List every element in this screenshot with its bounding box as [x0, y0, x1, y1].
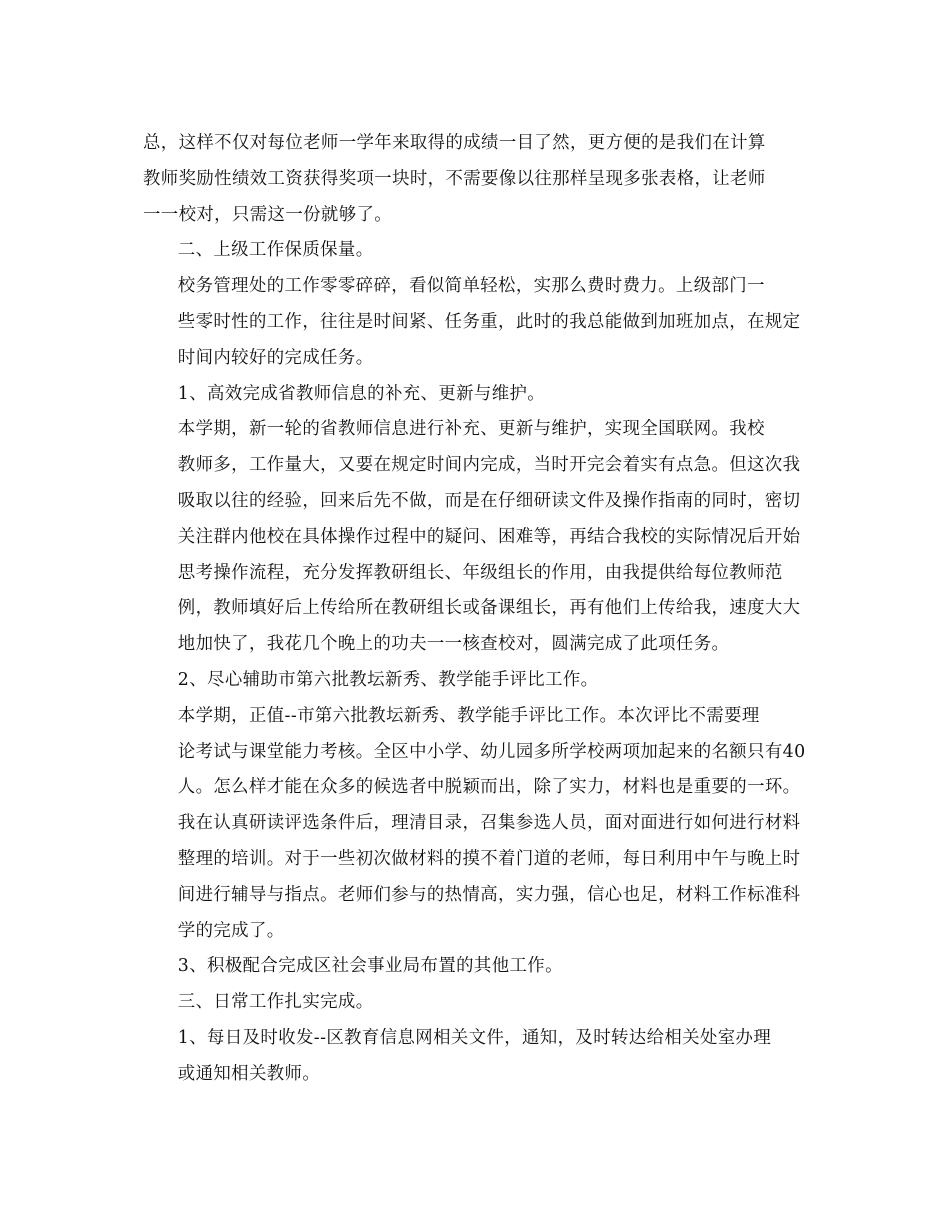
- subheading-3: [143, 949, 807, 985]
- text-line: 思考操作流程，充分发挥教研组长、年级组长的作用，由我提供给每位教师范: [177, 562, 783, 583]
- heading-text: 3、积极配合完成区社会事业局布置的其他工作。: [177, 956, 563, 977]
- heading-text: 1、高效完成省教师信息的补充、更新与维护。: [177, 383, 546, 404]
- text-line: 些零时性的工作，往往是时间紧、任务重，此时的我总能做到加班加点，在规定: [177, 311, 801, 332]
- text-line: 1、每日及时收发--区教育信息网相关文件，通知，及时转达给相关处室办理: [177, 1027, 772, 1048]
- heading-text: 2、尽心辅助市第六批教坛新秀、教学能手评比工作。: [177, 669, 599, 690]
- paragraph: [143, 269, 807, 376]
- paragraph: [143, 412, 807, 663]
- text-line: 间进行辅导与指点。老师们参与的热情高，实力强，信心也足，材料工作标准科: [177, 884, 801, 905]
- text-line: 本学期，新一轮的省教师信息进行补充、更新与维护，实现全国联网。我校: [177, 419, 765, 440]
- text-line: 教师奖励性绩效工资获得奖项一块时，不需要像以往那样呈现多张表格，让老师: [143, 168, 766, 189]
- paragraph: [143, 699, 807, 950]
- text-line: 地加快了，我花几个晚上的功夫一一核查校对，圆满完成了此项任务。: [177, 634, 730, 655]
- continuation-paragraph: [143, 126, 807, 233]
- text-line: 论考试与课堂能力考核。全区中小学、幼儿园多所学校两项加起来的名额只有40: [177, 741, 806, 762]
- text-line: 总，这样不仅对每位老师一学年来取得的成绩一目了然，更方便的是我们在计算: [143, 133, 766, 153]
- text-line: 学的完成了。: [177, 920, 285, 941]
- paragraph: [143, 1021, 807, 1093]
- text-line: 本学期，正值--市第六批教坛新秀、教学能手评比工作。本次评比不需要理: [177, 705, 760, 726]
- text-line: 例，教师填好后上传给所在教研组长或备课组长，再有他们上传给我，速度大大: [177, 598, 801, 619]
- text-line: 关注群内他校在具体操作过程中的疑问、困难等，再结合我校的实际情况后开始: [177, 526, 801, 547]
- text-line: 一一校对，只需这一份就够了。: [143, 204, 393, 225]
- subheading-2: [143, 663, 807, 699]
- text-line: 吸取以往的经验，回来后先不做，而是在仔细研读文件及操作指南的同时，密切: [177, 490, 801, 511]
- text-line: 校务管理处的工作零零碎碎，看似简单轻松，实那么费时费力。上级部门一: [177, 276, 765, 297]
- heading-text: 二、上级工作保质保量。: [177, 240, 374, 261]
- text-line: 我在认真研读评选条件后，理清目录，召集参选人员，面对面进行如何进行材料: [177, 813, 801, 834]
- document-body: [143, 126, 807, 1093]
- heading-text: 三、日常工作扎实完成。: [177, 992, 374, 1013]
- text-line: 人。怎么样才能在众多的候选者中脱颖而出，除了实力，材料也是重要的一环。: [177, 777, 801, 798]
- text-line: 或通知相关教师。: [177, 1063, 321, 1084]
- text-line: 时间内较好的完成任务。: [177, 347, 374, 368]
- text-line: 整理的培训。对于一些初次做材料的摸不着门道的老师，每日利用中午与晚上时: [177, 848, 801, 869]
- section-heading-3: [143, 985, 807, 1021]
- subheading-1: [143, 377, 807, 413]
- section-heading-2: [143, 233, 807, 269]
- text-line: 教师多，工作量大，又要在规定时间内完成，当时开完会着实有点急。但这次我: [177, 455, 801, 476]
